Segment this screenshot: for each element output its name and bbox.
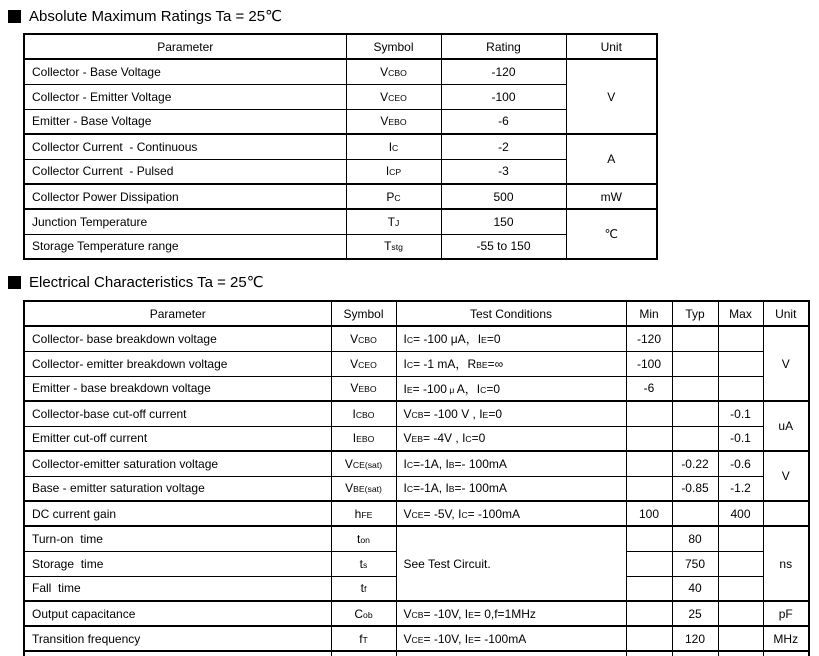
column-header-parameter: Parameter <box>24 301 331 326</box>
symbol-cell: ICP <box>346 159 441 184</box>
typ-cell <box>672 651 718 656</box>
column-header-unit: Unit <box>566 34 657 59</box>
max-cell <box>718 576 763 601</box>
table-row <box>24 526 809 551</box>
unit-cell <box>763 501 809 526</box>
max-cell <box>718 376 763 401</box>
typ-cell <box>672 501 718 526</box>
symbol-cell: IEBO <box>331 426 396 451</box>
typ-cell: -0.85 <box>672 476 718 501</box>
typ-cell <box>672 401 718 426</box>
typ-cell: 25 <box>672 601 718 626</box>
test-conditions-cell: IC= -1 mA，RBE=∞ <box>396 351 626 376</box>
parameter-cell: Emitter cut-off current <box>24 426 331 451</box>
symbol-cell: VEBO <box>331 376 396 401</box>
table-row <box>24 626 809 651</box>
parameter-cell: Collector- emitter breakdown voltage <box>24 351 331 376</box>
typ-cell <box>672 376 718 401</box>
unit-cell: ns <box>763 526 809 601</box>
symbol-cell: VBE(sat) <box>331 476 396 501</box>
symbol-cell: Cob <box>331 601 396 626</box>
parameter-cell: Storage Temperature range <box>24 234 346 259</box>
table-row <box>24 501 809 526</box>
column-header-symbol: Symbol <box>331 301 396 326</box>
max-cell <box>718 526 763 551</box>
symbol-cell: VEBO <box>346 109 441 134</box>
test-conditions-cell: See Test Circuit. <box>396 526 626 601</box>
parameter-cell: Collector - Emitter Voltage <box>24 84 346 109</box>
symbol-cell: fT <box>331 626 396 651</box>
table-row <box>24 326 809 351</box>
max-cell <box>718 651 763 656</box>
symbol-cell: hFE <box>331 501 396 526</box>
parameter-cell: Fall time <box>24 576 331 601</box>
column-header-min: Min <box>626 301 672 326</box>
min-cell <box>626 451 672 476</box>
min-cell <box>626 576 672 601</box>
typ-cell: -0.22 <box>672 451 718 476</box>
parameter-cell <box>24 651 331 656</box>
test-conditions-cell: IC=-1A, IB=- 100mA <box>396 451 626 476</box>
test-conditions-cell: IC= -100 μA，IE=0 <box>396 326 626 351</box>
table-row <box>24 601 809 626</box>
section-marker-icon <box>8 276 21 289</box>
test-conditions-cell: IC=-1A, IB=- 100mA <box>396 476 626 501</box>
header-row <box>24 34 657 59</box>
max-cell: -0.1 <box>718 401 763 426</box>
parameter-cell: Collector-base cut-off current <box>24 401 331 426</box>
max-cell: 400 <box>718 501 763 526</box>
min-cell <box>626 476 672 501</box>
electrical-characteristics-table <box>23 300 810 656</box>
max-cell <box>718 626 763 651</box>
section-title-absolute-maximum-ratings <box>8 7 282 25</box>
table-row <box>24 234 657 259</box>
rating-cell: -100 <box>441 84 566 109</box>
parameter-cell: Collector Current - Pulsed <box>24 159 346 184</box>
typ-cell <box>672 326 718 351</box>
header-row <box>24 301 809 326</box>
column-header-rating: Rating <box>441 34 566 59</box>
typ-cell: 750 <box>672 551 718 576</box>
min-cell <box>626 551 672 576</box>
unit-cell: V <box>763 326 809 401</box>
unit-cell: A <box>566 134 657 184</box>
test-conditions-cell <box>396 651 626 656</box>
max-cell <box>718 601 763 626</box>
max-cell <box>718 551 763 576</box>
table-row <box>24 351 809 376</box>
symbol-cell: Tstg <box>346 234 441 259</box>
table-row <box>24 476 809 501</box>
min-cell: -120 <box>626 326 672 351</box>
rating-cell: 150 <box>441 209 566 234</box>
parameter-cell: Emitter - Base Voltage <box>24 109 346 134</box>
typ-cell: 80 <box>672 526 718 551</box>
table-row <box>24 59 657 84</box>
min-cell <box>626 526 672 551</box>
rating-cell: -6 <box>441 109 566 134</box>
symbol-cell: VCBO <box>331 326 396 351</box>
column-header-unit: Unit <box>763 301 809 326</box>
table-row <box>24 426 809 451</box>
symbol-cell: ts <box>331 551 396 576</box>
table-row <box>24 209 657 234</box>
parameter-cell: Storage time <box>24 551 331 576</box>
max-cell: -0.6 <box>718 451 763 476</box>
section-marker-icon <box>8 10 21 23</box>
rating-cell: -55 to 150 <box>441 234 566 259</box>
parameter-cell: Transition frequency <box>24 626 331 651</box>
column-header-test-conditions: Test Conditions <box>396 301 626 326</box>
symbol-cell: tf <box>331 576 396 601</box>
symbol-cell: VCEO <box>346 84 441 109</box>
min-cell: -6 <box>626 376 672 401</box>
typ-cell <box>672 426 718 451</box>
table-row <box>24 109 657 134</box>
max-cell <box>718 326 763 351</box>
parameter-cell: Collector-emitter saturation voltage <box>24 451 331 476</box>
column-header-symbol: Symbol <box>346 34 441 59</box>
rating-cell: -120 <box>441 59 566 84</box>
parameter-cell: Base - emitter saturation voltage <box>24 476 331 501</box>
unit-cell: MHz <box>763 626 809 651</box>
rating-cell: -2 <box>441 134 566 159</box>
column-header-typ: Typ <box>672 301 718 326</box>
max-cell: -0.1 <box>718 426 763 451</box>
table-row <box>24 651 809 656</box>
symbol-cell: IC <box>346 134 441 159</box>
test-conditions-cell: VCE= -10V, IE= -100mA <box>396 626 626 651</box>
typ-cell: 40 <box>672 576 718 601</box>
test-conditions-cell: VCE= -5V, IC= -100mA <box>396 501 626 526</box>
test-conditions-cell: IE= -100 μ A，IC=0 <box>396 376 626 401</box>
rating-cell: 500 <box>441 184 566 209</box>
parameter-cell: Output capacitance <box>24 601 331 626</box>
table-row <box>24 376 809 401</box>
rating-cell: -3 <box>441 159 566 184</box>
section-title-electrical-characteristics <box>8 273 264 291</box>
symbol-cell: VCE(sat) <box>331 451 396 476</box>
absolute-maximum-ratings-table <box>23 33 658 260</box>
parameter-cell: Collector Power Dissipation <box>24 184 346 209</box>
symbol-cell: VCEO <box>331 351 396 376</box>
parameter-cell: DC current gain <box>24 501 331 526</box>
symbol-cell: ICBO <box>331 401 396 426</box>
section-title-text: Electrical Characteristics Ta = 25℃ <box>29 274 264 291</box>
parameter-cell: Junction Temperature <box>24 209 346 234</box>
test-conditions-cell: VEB= -4V , IC=0 <box>396 426 626 451</box>
unit-cell <box>763 651 809 656</box>
unit-cell: uA <box>763 401 809 451</box>
test-conditions-cell: VCB= -100 V , IE=0 <box>396 401 626 426</box>
min-cell <box>626 651 672 656</box>
parameter-cell: Turn-on time <box>24 526 331 551</box>
unit-cell: mW <box>566 184 657 209</box>
table-row <box>24 159 657 184</box>
typ-cell <box>672 351 718 376</box>
max-cell: -1.2 <box>718 476 763 501</box>
table-row <box>24 401 809 426</box>
max-cell <box>718 351 763 376</box>
min-cell: -100 <box>626 351 672 376</box>
unit-cell: ℃ <box>566 209 657 259</box>
symbol-cell: ton <box>331 526 396 551</box>
table-row <box>24 184 657 209</box>
table-row <box>24 451 809 476</box>
unit-cell: V <box>763 451 809 501</box>
unit-cell: V <box>566 59 657 134</box>
symbol-cell: VCBO <box>346 59 441 84</box>
column-header-max: Max <box>718 301 763 326</box>
typ-cell: 120 <box>672 626 718 651</box>
symbol-cell <box>331 651 396 656</box>
column-header-parameter: Parameter <box>24 34 346 59</box>
symbol-cell: TJ <box>346 209 441 234</box>
table-row <box>24 134 657 159</box>
min-cell <box>626 626 672 651</box>
min-cell <box>626 601 672 626</box>
test-conditions-cell: VCB= -10V, IE= 0,f=1MHz <box>396 601 626 626</box>
min-cell: 100 <box>626 501 672 526</box>
section-title-text: Absolute Maximum Ratings Ta = 25℃ <box>29 8 282 25</box>
parameter-cell: Collector Current - Continuous <box>24 134 346 159</box>
symbol-cell: PC <box>346 184 441 209</box>
unit-cell: pF <box>763 601 809 626</box>
table-row <box>24 84 657 109</box>
parameter-cell: Emitter - base breakdown voltage <box>24 376 331 401</box>
min-cell <box>626 401 672 426</box>
min-cell <box>626 426 672 451</box>
parameter-cell: Collector - Base Voltage <box>24 59 346 84</box>
parameter-cell: Collector- base breakdown voltage <box>24 326 331 351</box>
